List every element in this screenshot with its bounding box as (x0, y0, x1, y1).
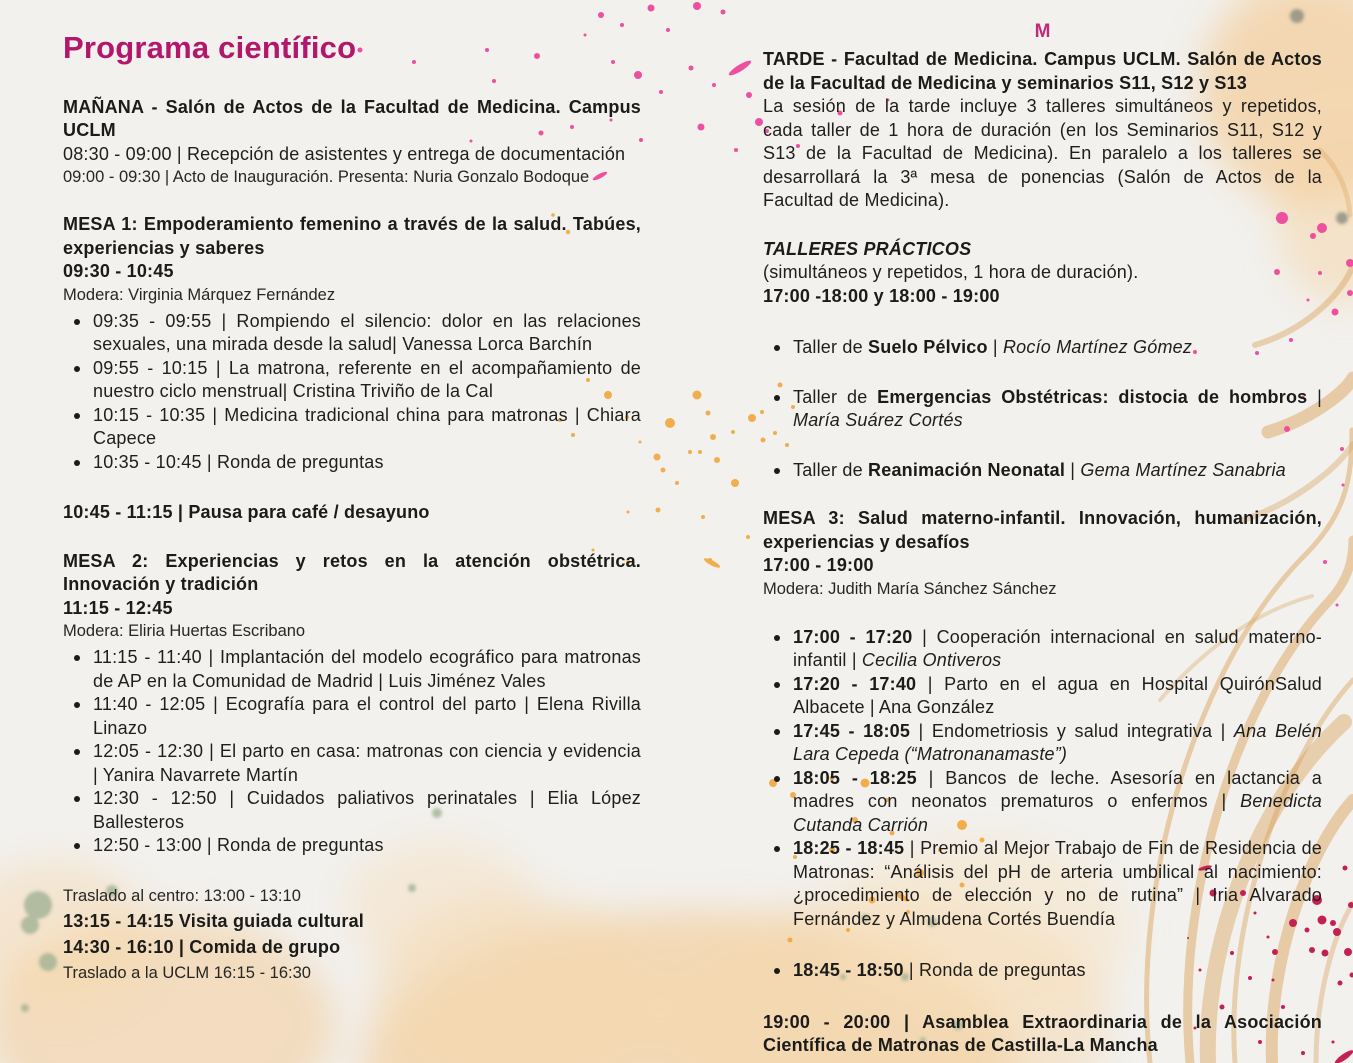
mesa2-section (63, 550, 641, 858)
mesa2-title: MESA 2: Experiencias y retos en la atención obstétrica. Innovación y tradición (63, 550, 641, 595)
workshop-item: Taller de Reanimación Neonatal | Gema Martínez Sanabria (793, 459, 1322, 483)
day-schedule (63, 884, 641, 986)
inauguration-line: 09:00 - 09:30 | Acto de Inauguración. Presenta: Nuria Gonzalo Bodoque (63, 168, 590, 187)
afternoon-header: TARDE - Facultad de Medicina. Campus UCLM. Salón de Actos de la Facultad de Medicina y seminarios S11, S12 y S13 (763, 49, 1322, 93)
morning-header: MAÑANA - Salón de Actos de la Facultad de Medicina. Campus UCLM (63, 96, 641, 141)
mesa3-moderator: Modera: Judith María Sánchez Sánchez (763, 579, 1057, 598)
morning-column (63, 18, 641, 1063)
assembly-line: 19:00 - 20:00 | Asamblea Extraordinaria de la Asociación Científica de Matronas de Castilla-La Mancha (763, 1011, 1322, 1055)
afternoon-intro: La sesión de la tarde incluye 3 talleres simultáneos y repetidos, cada taller de 1 hora de duración (en los Seminarios S11, S12 y S13 de la Facultad de Medicina). En paralelo a los talleres se desarrollará la 3ª mesa de ponencias (Salón de Actos de la Facultad de Medicina). (763, 96, 1322, 210)
workshop-item: Taller de Emergencias Obstétricas: distocia de hombros | María Suárez Cortés (793, 386, 1322, 433)
schedule-line: Traslado al centro: 13:00 - 13:10 (63, 886, 301, 905)
mesa2-talk: 12:50 - 13:00 | Ronda de preguntas (93, 834, 641, 858)
reception-line: 08:30 - 09:00 | Recepción de asistentes y entrega de documentación (63, 143, 626, 164)
mesa1-time: 09:30 - 10:45 (63, 261, 174, 282)
workshop-item: Taller de Suelo Pélvico | Rocío Martínez Gómez (793, 336, 1322, 360)
coffee-break-line: 10:45 - 11:15 | Pausa para café / desayuno (63, 502, 430, 523)
mesa1-talk: 10:15 - 10:35 | Medicina tradicional china para matronas | Chiara Capece (93, 404, 641, 451)
schedule-line: 13:15 - 14:15 Visita guiada cultural (63, 910, 364, 931)
mesa2-time: 11:15 - 12:45 (63, 597, 173, 618)
page-title: Programa científico (63, 30, 357, 65)
mesa1-moderator: Modera: Virginia Márquez Fernández (63, 285, 336, 304)
schedule-line: Traslado a la UCLM 16:15 - 16:30 (63, 963, 311, 982)
mesa2-talk: 12:30 - 12:50 | Cuidados paliativos perinatales | Elia López Ballesteros (93, 787, 641, 834)
mesa3-talk: 17:20 - 17:40 | Parto en el agua en Hospital QuirónSalud Albacete | Ana González (793, 673, 1322, 720)
afternoon-column (763, 18, 1322, 1063)
mesa3-title: MESA 3: Salud materno-infantil. Innovación, humanización, experiencias y desafíos (763, 508, 1322, 552)
mesa3-talk: 18:25 - 18:45 | Premio al Mejor Trabajo de Fin de Residencia de Matronas: “Análisis del pH de arteria umbilical al nacimiento: ¿procedimiento de elección y no de rutina” | Iria Alvarado Fernández y Almudena Cortés Buendía (793, 837, 1322, 931)
mesa3-talk: 18:05 - 18:25 | Bancos de leche. Asesoría en lactancia a madres con neonatos prematuros o enfermos | Benedicta Cutanda Carrión (793, 767, 1322, 838)
mesa3-talk: 17:00 - 17:20 | Cooperación internacional en salud materno-infantil | Cecilia Ontiveros (793, 626, 1322, 673)
workshops-times: 17:00 -18:00 y 18:00 - 19:00 (763, 285, 1000, 306)
workshops-section (763, 238, 1322, 483)
workshops-subtitle: (simultáneos y repetidos, 1 hora de duración). (763, 262, 1139, 282)
mesa2-talk: 12:05 - 12:30 | El parto en casa: matronas con ciencia y evidencia | Yanira Navarrete Martín (93, 740, 641, 787)
mesa3-list (763, 626, 1322, 983)
schedule-line: 14:30 - 16:10 | Comida de grupo (63, 936, 341, 957)
mesa3-time: 17:00 - 19:00 (763, 555, 874, 575)
mesa1-talk: 10:35 - 10:45 | Ronda de preguntas (93, 451, 641, 475)
mesa1-title: MESA 1: Empoderamiento femenino a través de la salud. Tabúes, experiencias y saberes (63, 214, 641, 258)
workshops-list (763, 336, 1322, 482)
mesa1-talk: 09:55 - 10:15 | La matrona, referente en el acompañamiento de nuestro ciclo menstrual| Cristina Triviño de la Cal (93, 357, 641, 404)
mesa1-talk: 09:35 - 09:55 | Rompiendo el silencio: dolor en las relaciones sexuales, una mirada desde la salud| Vanessa Lorca Barchín (93, 310, 641, 357)
mesa2-talk: 11:40 - 12:05 | Ecografía para el control del parto | Elena Rivilla Linazo (93, 693, 641, 740)
mesa3-talk: 17:45 - 18:05 | Endometriosis y salud integrativa | Ana Belén Lara Cepeda (“Matronanamaste”) (793, 720, 1322, 767)
mesa3-talk: 18:45 - 18:50 | Ronda de preguntas (793, 959, 1322, 983)
mesa2-moderator: Modera: Eliria Huertas Escribano (63, 622, 306, 641)
mesa2-list (63, 646, 641, 858)
mesa2-talk: 11:15 - 11:40 | Implantación del modelo ecográfico para matronas de AP en la Comunidad de Madrid | Luis Jiménez Vales (93, 646, 641, 693)
workshops-title: TALLERES PRÁCTICOS (763, 238, 972, 259)
mesa3-section (763, 507, 1322, 983)
mesa1-list (63, 310, 641, 475)
floating-m-letter: M (1034, 21, 1051, 42)
mesa1-section (63, 213, 641, 474)
